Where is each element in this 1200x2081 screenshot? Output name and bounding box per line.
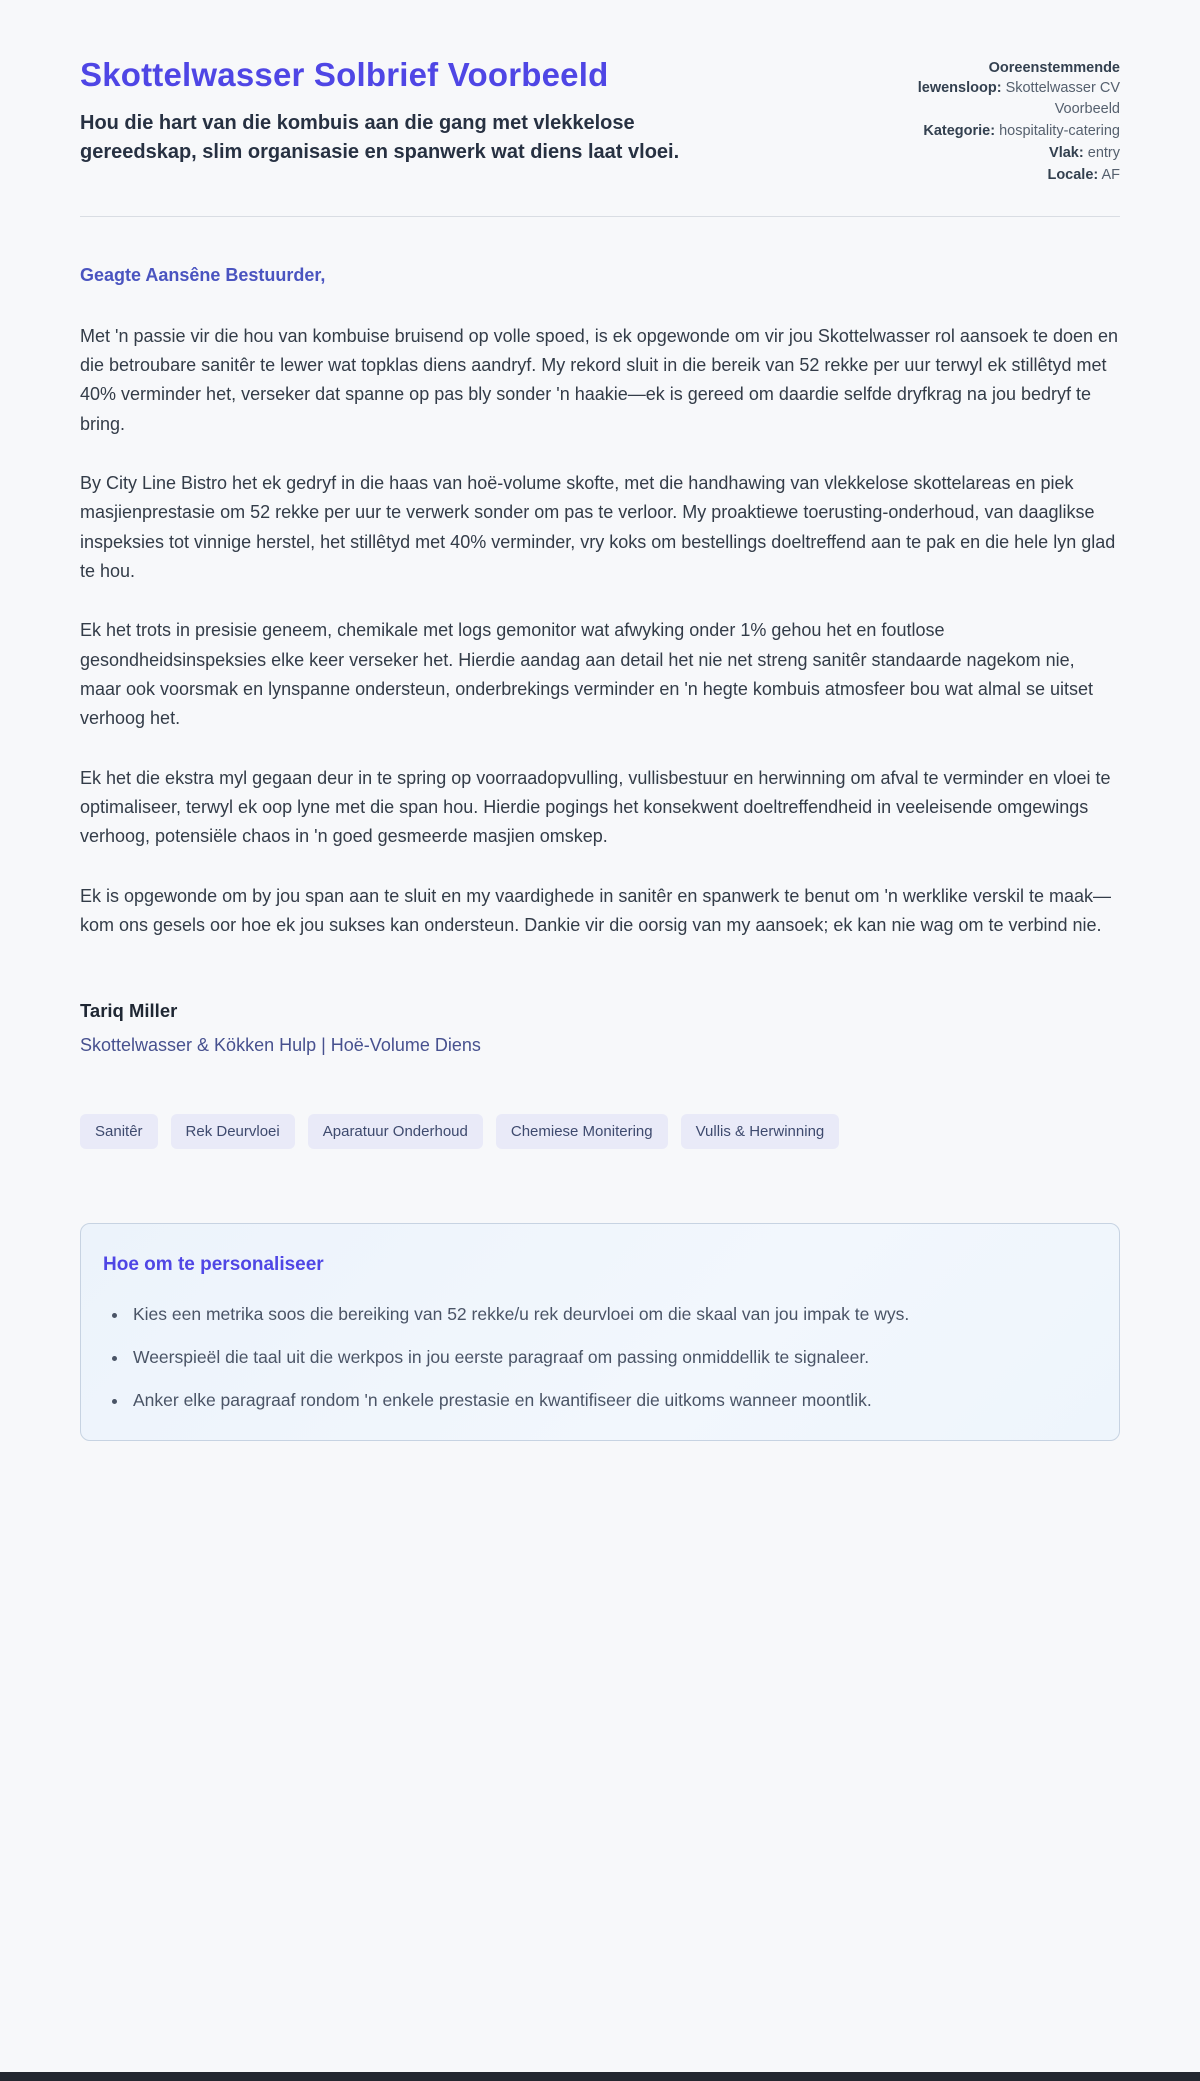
letter-greeting: Geagte Aansêne Bestuurder, [80,264,326,285]
tip-item: • Weerspieël die taal uit die werkpos in jou eerste paragraaf om passing onmiddellik te signaleer. [129,1343,1093,1371]
tag-list [80,1114,1120,1149]
page-title: Skottelwasser Solbrief Voorbeeld [80,56,609,93]
meta-line-level [905,143,1120,163]
meta-label: Vlak: [1049,145,1084,162]
signature-role: Skottelwasser & Kökken Hulp | Hoë-Volume Diens [80,1035,481,1056]
letter-paragraph: Ek is opgewonde om by jou span aan te sluit en my vaardighede in sanitêr en spanwerk te benut om 'n werklike verskil te maak—kom ons gesels oor hoe ek jou sukses kan ondersteun. Dankie vir die oorsig van my aansoek; ek kan nie wag om te verbind nie. [80,885,1111,936]
header-left [80,54,730,167]
tag-chip-saniter: Sanitêr [80,1114,158,1149]
meta-label: Ooreenstemmende lewensloop: [917,60,1120,97]
meta-value: hospitality-catering [999,122,1120,139]
meta-block [905,54,1120,188]
signature-name: Tariq Miller [80,1000,178,1022]
tips-title: Hoe om te personaliseer [103,1254,324,1276]
tag-chip-chemiese-monitering: Chemiese Monitering [496,1114,668,1149]
tip-item: • Anker elke paragraaf rondom 'n enkele prestasie en kwantifiseer die uitkoms wanneer moontlik. [129,1386,1093,1414]
header-divider [80,216,1120,217]
tag-chip-rek-deurvloei: Rek Deurvloei [171,1114,295,1149]
signature-block [80,1000,1120,1056]
letter-paragraph: Ek het trots in presisie geneem, chemikale met logs gemonitor wat afwyking onder 1% gehou het en foutlose gesondheidsinspeksies elke keer verseker het. Hierdie aandag aan detail het nie net streng sanitêr standaarde nagekom nie, maar ook voorsmak en lynspanne ondersteun, onderbrekings verminder en 'n hegte kombuis atmosfeer bou wat almal se uitset verhoog het. [80,620,1093,729]
page-subtitle: Hou die hart van die kombuis aan die gang met vlekkelose gereedskap, slim organisasie en spanwerk wat diens laat vloei. [80,112,680,164]
letter-paragraph: Met 'n passie vir die hou van kombuise bruisend op volle spoed, is ek opgewonde om vir jou Skottelwasser rol aansoek te doen en die betroubare sanitêr te lewer wat topklas diens aandryf. My rekord sluit in die bereik van 52 rekke per uur terwyl ek stillêtyd met 40% verminder het, verseker dat spanne op pas bly sonder 'n haakie—ek is gereed om daardie selfde dryfkrag na jou bedryf te bring. [80,325,1119,434]
meta-label: Kategorie: [923,122,996,139]
header [80,54,1120,188]
meta-line-category [905,121,1120,141]
personalization-tips-panel [80,1223,1120,1441]
meta-value: entry [1087,145,1120,162]
meta-value: Skottelwasser CV Voorbeeld [1005,80,1120,117]
tip-item: • Kies een metrika soos die bereiking van 52 rekke/u rek deurvloei om die skaal van jou impak te wys. [129,1300,1093,1328]
letter-paragraph: Ek het die ekstra myl gegaan deur in te spring op voorraadopvulling, vullisbestuur en herwinning om afval te verminder en vloei te optimaliseer, terwyl ek oop lyne met die span hou. Hierdie pogings het konsekwent doeltreffendheid in veeleisende omgewings verhoog, potensiële chaos in 'n goed gesmeerde masjien omskep. [80,767,1111,847]
tips-list [103,1300,1093,1414]
meta-value: AF [1101,167,1120,184]
meta-label: Locale: [1047,167,1099,184]
tag-chip-aparatuur-onderhoud: Aparatuur Onderhoud [308,1114,483,1149]
tag-chip-vullis-herwinning: Vullis & Herwinning [681,1114,840,1149]
meta-line-matching-resume [905,58,1120,119]
letter-body [80,265,1120,1057]
meta-line-locale [905,165,1120,185]
footer-bar [0,2072,1200,2081]
letter-paragraph: By City Line Bistro het ek gedryf in die haas van hoë-volume skofte, met die handhawing van vlekkelose skottelareas en piek masjienprestasie om 52 rekke per uur te verwerk sonder om pas te verloor. My proaktiewe toerusting-onderhoud, van daaglikse inspeksies tot vinnige herstel, het stillêtyd met 40% verminder, vry koks om bestellings doeltreffend aan te pak en die hele lyn glad te hou. [80,473,1116,582]
